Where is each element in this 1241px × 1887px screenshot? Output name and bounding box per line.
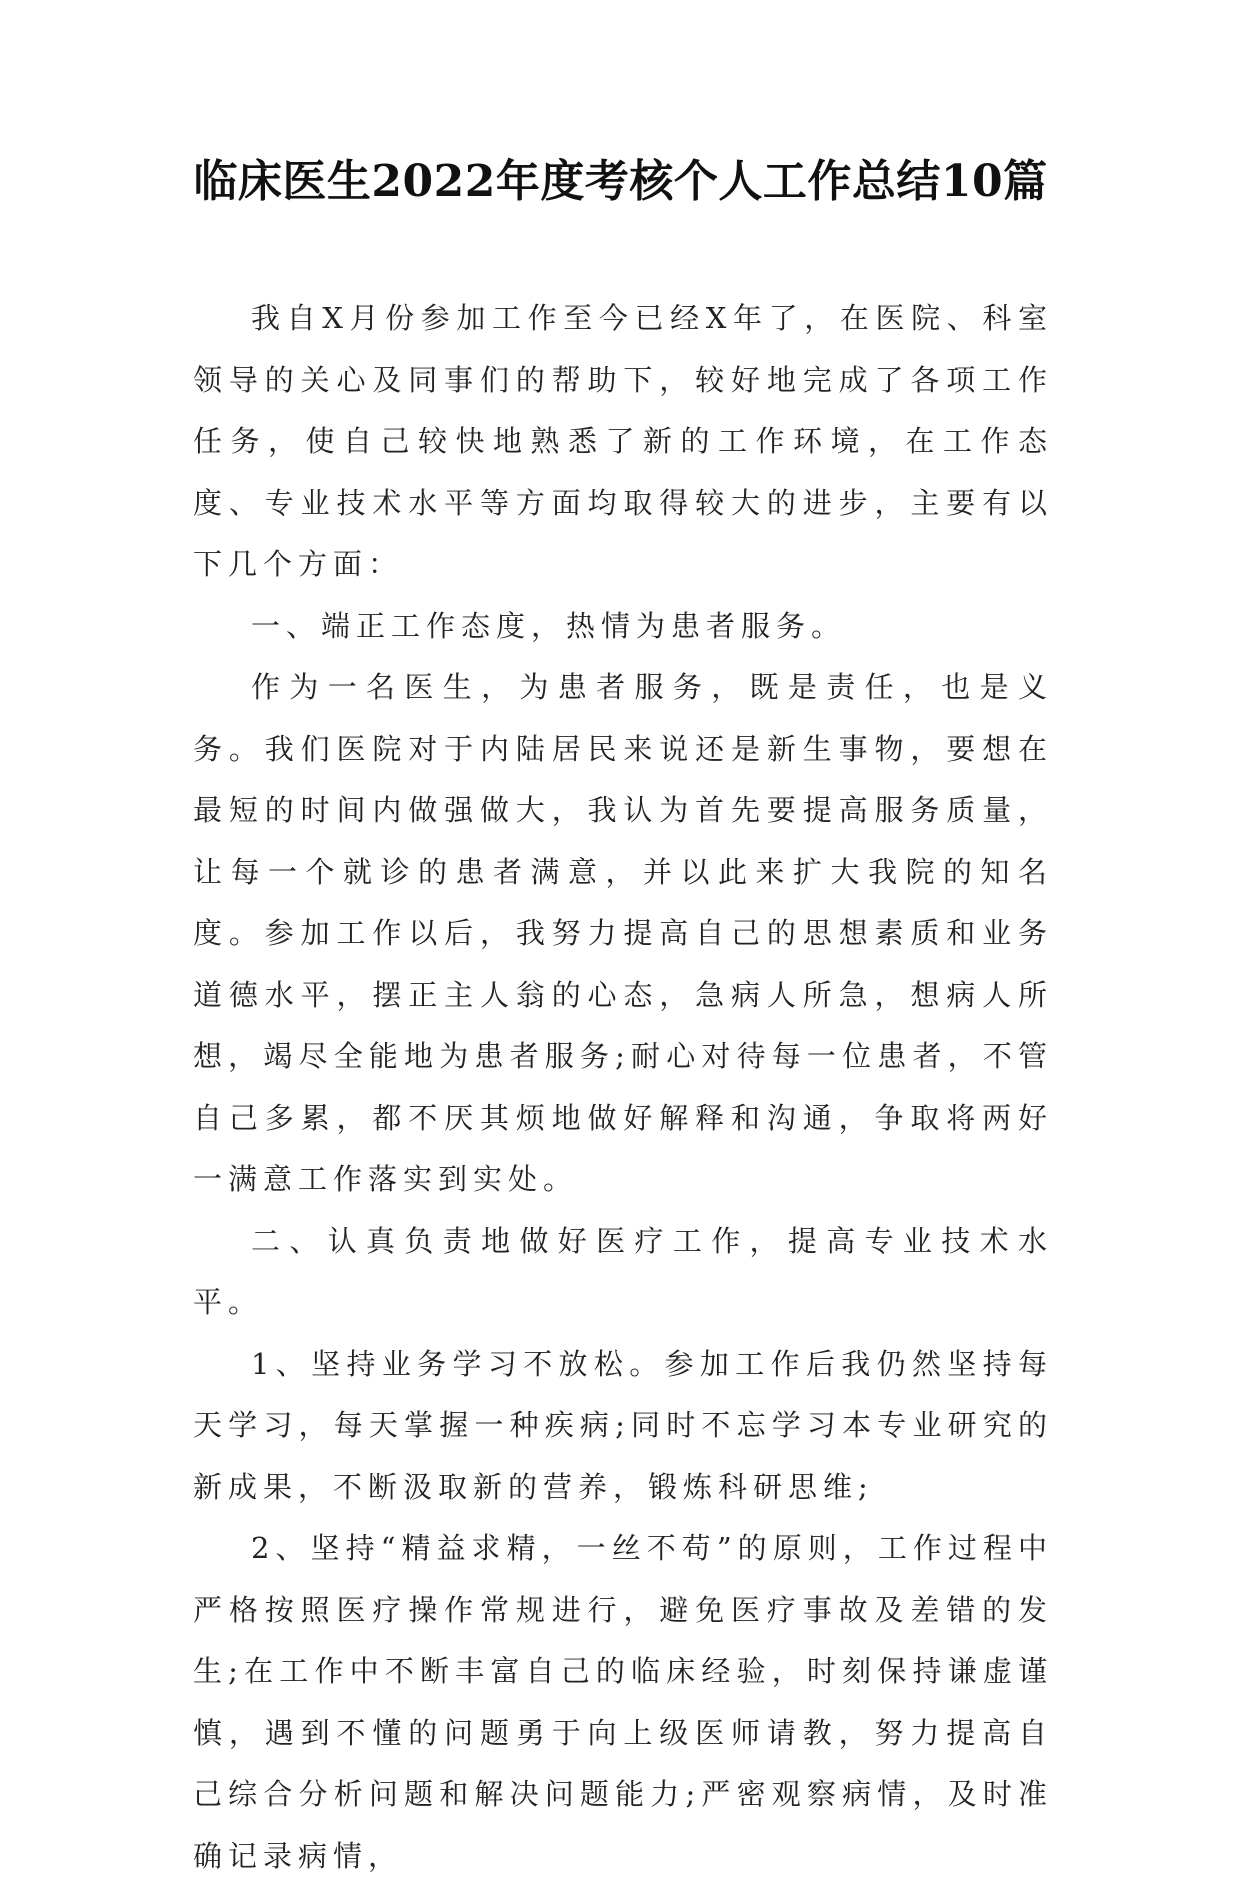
document-body [193, 288, 1053, 1887]
document-title: 临床医生2022年度考核个人工作总结10篇 [193, 156, 1048, 207]
section-heading-1: 一、端正工作态度，热情为患者服务。 [251, 608, 847, 643]
section-heading-2: 二、认真负责地做好医疗工作，提高专业技术水平。 [193, 1223, 1053, 1319]
paragraph-item-2: 2、坚持“精益求精，一丝不苟”的原则，工作过程中严格按照医疗操作常规进行，避免医疗事故及差错的发生;在工作中不断丰富自己的临床经验，时刻保持谦虚谨慎，遇到不懂的问题勇于向上级医师请教，努力提高自己综合分析问题和解决问题能力;严密观察病情，及时准确记录病情， [193, 1531, 1053, 1873]
paragraph-intro: 我自X月份参加工作至今已经X年了，在医院、科室领导的关心及同事们的帮助下，较好地完成了各项工作任务，使自己较快地熟悉了新的工作环境，在工作态度、专业技术水平等方面均取得较大的进步，主要有以下几个方面： [193, 301, 1053, 581]
paragraph-service: 作为一名医生，为患者服务，既是责任，也是义务。我们医院对于内陆居民来说还是新生事物，要想在最短的时间内做强做大，我认为首先要提高服务质量，让每一个就诊的患者满意，并以此来扩大我院的知名度。参加工作以后，我努力提高自己的思想素质和业务道德水平，摆正主人翁的心态，急病人所急，想病人所想，竭尽全能地为患者服务;耐心对待每一位患者，不管自己多累，都不厌其烦地做好解释和沟通，争取将两好一满意工作落实到实处。 [193, 670, 1053, 1196]
paragraph-item-1: 1、坚持业务学习不放松。参加工作后我仍然坚持每天学习，每天掌握一种疾病;同时不忘学习本专业研究的新成果，不断汲取新的营养，锻炼科研思维; [193, 1346, 1053, 1504]
